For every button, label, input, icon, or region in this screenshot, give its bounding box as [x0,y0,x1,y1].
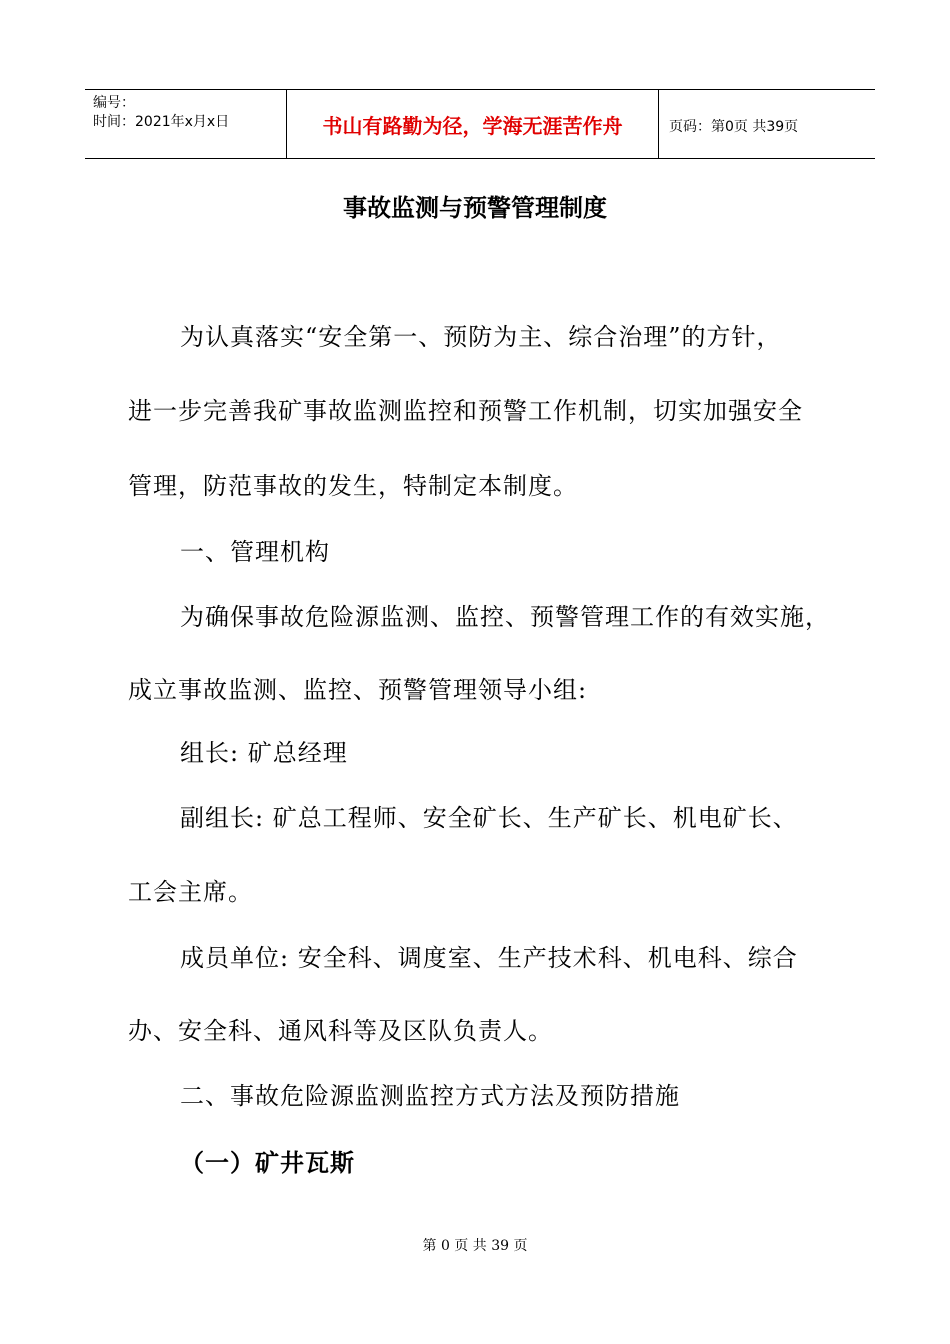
paragraph-line: 办、安全科、通风科等及区队负责人。 [128,1017,553,1045]
paragraph-line: 进一步完善我矿事故监测监控和预警工作机制，切实加强安全 [128,397,803,425]
paragraph-line: 副组长: 矿总工程师、安全矿长、生产矿长、机电矿长、 [180,804,798,832]
section-heading: 一、管理机构 [180,538,330,566]
header-left-cell [85,90,286,158]
paragraph-line: 管理，防范事故的发生，特制定本制度。 [128,472,578,500]
paragraph-line: 工会主席。 [128,878,253,906]
subsection-heading: （一）矿井瓦斯 [180,1149,355,1177]
time-label: 时间：2021年x月x日 [93,114,230,130]
page-header [85,89,875,159]
header-motto-cell [286,90,659,158]
header-page-cell [659,90,875,158]
page-info: 页码：第0页 共39页 [669,119,799,135]
motto-text: 书山有路勤为径，学海无涯苦作舟 [322,114,623,138]
paragraph-line: 组长: 矿总经理 [180,739,348,767]
paragraph-line: 为认真落实“安全第一、预防为主、综合治理”的方针， [180,323,782,351]
paragraph-line: 成立事故监测、监控、预警管理领导小组: [128,676,588,704]
paragraph-line: 为确保事故危险源监测、监控、预警管理工作的有效实施， [180,603,830,631]
number-label: 编号： [93,95,135,111]
section-heading: 二、事故危险源监测监控方式方法及预防措施 [180,1082,680,1110]
page-footer: 第 0 页 共 39 页 [422,1238,528,1254]
document-title: 事故监测与预警管理制度 [343,194,607,222]
paragraph-line: 成员单位: 安全科、调度室、生产技术科、机电科、综合 [180,944,798,972]
